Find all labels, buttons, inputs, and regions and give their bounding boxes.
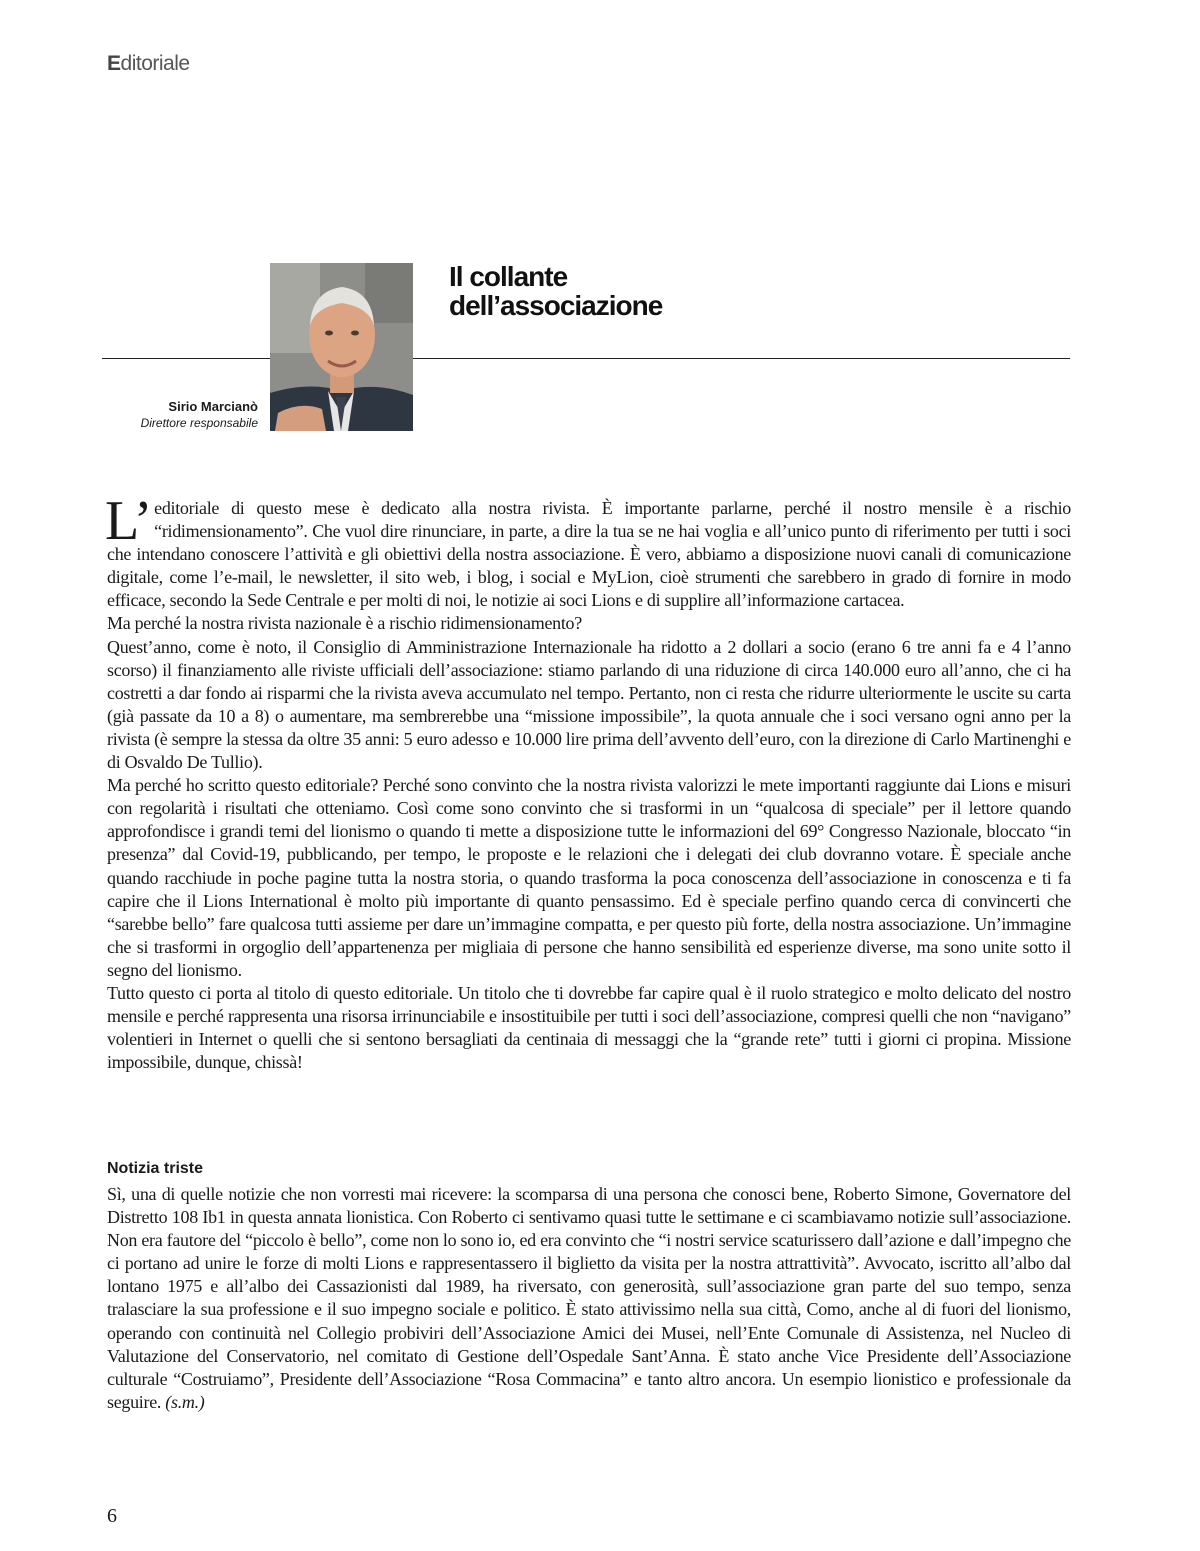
author-credit	[141, 398, 258, 431]
page-number: 6	[107, 1505, 117, 1527]
author-photo	[270, 263, 413, 431]
signature: (s.m.)	[165, 1391, 205, 1412]
section-label-rest: ditoriale	[120, 52, 190, 75]
title-line-1: Il collante	[449, 261, 568, 292]
notizia-heading: Notizia triste	[107, 1160, 204, 1177]
header-rule-left	[102, 358, 270, 359]
title-line-2: dell’associazione	[449, 290, 663, 321]
article-paragraph: Ma perché ho scritto questo editoriale? Perché sono convinto che la nostra rivista valorizzi le mete importanti raggiunte dai Lions e misuri con regolarità i risultati che otteniamo. Così come sono convinto che si trasformi in un “qualcosa di speciale” per il lettore quando approfondisce i grandi temi del lionismo o quando ti mette a disposizione tutte le informazioni del 69° Congresso Nazionale, bloccato “in presenza” dal Covid-19, pubblicando, per tempo, le proposte e le relazioni che i delegati dei club dovranno votare. È speciale anche quando racchiude in poche pagine tutta la nostra storia, o quando trasforma la poca conoscenza dell’associazione in conoscenza e ti fa capire che il Lions International è molto più importante di quanto pensassimo. Ed è speciale perfino quando cerca di convincerti che “sarebbe bello” fare qualcosa tutti assieme per dare un’immagine compatta, e per questo più forte, della nostra associazione. Un’immagine che si trasformi in orgoglio dell’appartenenza per migliaia di persone che hanno sensibilità ed esperienze diverse, ma sono unite sotto il segno del lionismo.	[107, 775, 1071, 980]
article-paragraph: Quest’anno, come è noto, il Consiglio di Amministrazione Internazionale ha ridotto a 2 dollari a socio (erano 6 tre anni fa e 4 l’anno scorso) il finanziamento alle riviste ufficiali dell’associazione: stiamo parlando di una riduzione di circa 140.000 euro all’anno, che ci ha costretti a dar fondo ai risparmi che la rivista aveva accumulato nel tempo. Pertanto, non ci resta che ridurre ulteriormente le uscite su carta (già passate da 10 a 8) o aumentare, ma sembrerebbe una “missione impossibile”, la quota annuale che i soci versano ogni anno per la rivista (è sempre la stessa da oltre 35 anni: 5 euro adesso e 10.000 lire prima dell’avvento dell’euro, con la direzione di Carlo Martinenghi e di Osvaldo De Tullio).	[107, 636, 1071, 773]
article-title	[449, 262, 949, 320]
article-paragraph-text: editoriale di questo mese è dedicato alla nostra rivista. È importante parlarne, perché il nostro mensile è a rischio “ridimensionamento”. Che vuol dire rinunciare, in parte, a dire la tua se ne hai voglia e all’unico punto di riferimento per tutti i soci che intendano conoscere l’attività e gli obiettivi della nostra associazione. È vero, abbiamo a disposizione nuovi canali di comunicazione digitale, come l’e-mail, le newsletter, il sito web, i blog, i social e MyLion, cioè strumenti che sarebbero in grado di fornire in modo efficace, secondo la Sede Centrale e per molti di noi, le notizie ai soci Lions e di supplire all’informazione cartacea.	[107, 498, 1071, 611]
author-role: Direttore responsabile	[140, 416, 258, 430]
article-paragraph: Ma perché la nostra rivista nazionale è a rischio ridimensionamento?	[107, 613, 582, 634]
article-body	[105, 490, 1071, 1074]
article-paragraph: Tutto questo ci porta al titolo di questo editoriale. Un titolo che ti dovrebbe far capire qual è il ruolo strategico e molto delicato del nostro mensile e perché rappresenta una risorsa irrinunciabile e insostituibile per tutti i soci dell’associazione, compresi quelli che non “navigano” volentieri in Internet o quelli che si sentono bersagliati da centinaia di messaggi che la “grande rete” tutti i giorni ci propina. Missione impossibile, dunque, chissà!	[107, 982, 1071, 1073]
article-paragraph	[105, 490, 1071, 612]
notizia-body	[107, 1183, 1071, 1414]
section-label	[107, 52, 190, 76]
author-name: Sirio Marcianò	[168, 399, 258, 414]
header-rule-right	[413, 358, 1070, 359]
drop-cap: L’	[105, 490, 153, 552]
section-label-initial: E	[107, 52, 121, 75]
notizia-text: Sì, una di quelle notizie che non vorresti mai ricevere: la scomparsa di una persona che conosci bene, Roberto Simone, Governatore del Distretto 108 Ib1 in questa annata lionistica. Con Roberto ci sentivamo quasi tutte le settimane e ci scambiavamo notizie sull’associazione. Non era fautore del “piccolo è bello”, come non lo sono io, ed era convinto che “i nostri service scaturissero dall’azione e dall’impegno che ci portano ad unire le forze di molti Lions e rappresentassero il biglietto da visita per la nostra attrattività”. Avvocato, iscritto all’albo dal lontano 1975 e all’albo dei Cassazionisti dal 1989, ha riversato, con generosità, sull’associazione gran parte del suo tempo, senza tralasciare la sua professione e il suo impegno sociale e politico. È stato attivissimo nella sua città, Como, anche al di fuori del lionismo, operando con continuità nel Collegio probiviri dell’Associazione Amici dei Musei, nell’Ente Comunale di Assistenza, nel Nucleo di Valutazione del Conservatorio, nel comitato di Gestione dell’Ospedale Sant’Anna. È stato anche Vice Presidente dell’Associazione culturale “Costruiamo”, Presidente dell’Associazione “Rosa Commacina” e tanto altro ancora. Un esempio lionistico e professionale da seguire.	[107, 1184, 1071, 1412]
